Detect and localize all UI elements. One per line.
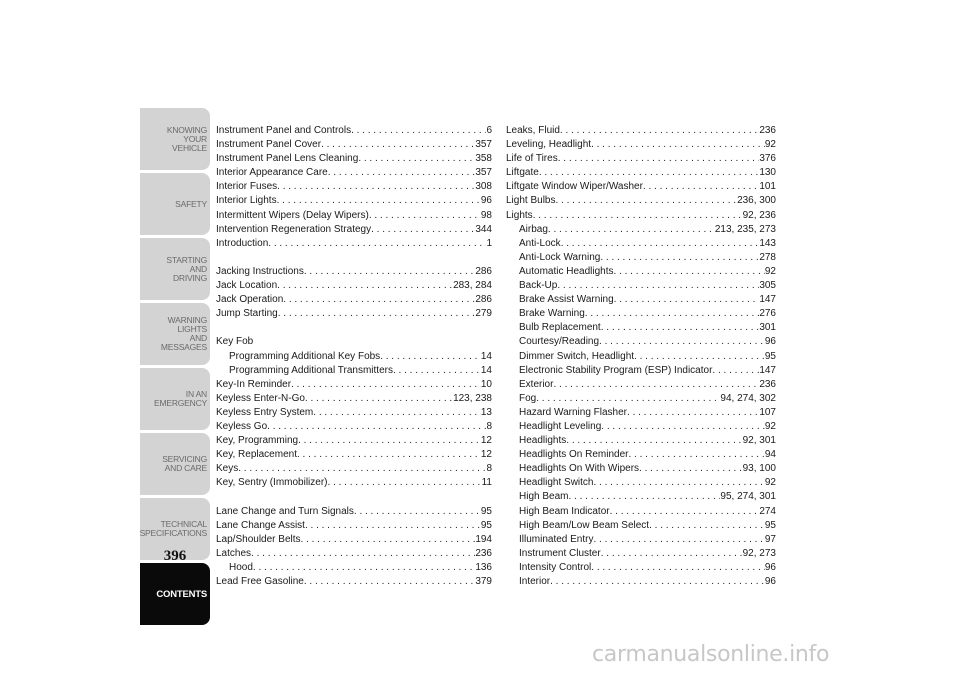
index-entry-text: Light Bulbs	[506, 195, 556, 207]
index-entry-text: Headlights On Reminder	[519, 449, 629, 461]
index-entry-page: 213, 235, 273	[714, 223, 776, 235]
sidebar-tab-1[interactable]	[140, 173, 210, 235]
index-entry-text: Instrument Cluster	[519, 547, 601, 559]
index-gap	[216, 251, 492, 265]
index-entry-page: 305	[759, 280, 776, 292]
index-entry-text: Keyless Entry System	[216, 406, 314, 418]
index-entry[interactable]	[216, 561, 492, 575]
index-entry-page: 95	[764, 519, 776, 531]
index-entry[interactable]	[216, 350, 492, 364]
leader-dots	[555, 194, 737, 208]
index-entry-page: 130	[759, 167, 776, 179]
leader-dots	[591, 561, 765, 575]
index-entry-page: 92	[764, 477, 776, 489]
index-entry-page: 95	[764, 350, 776, 362]
leader-dots	[268, 237, 486, 251]
index-entry-text: Back-Up	[519, 280, 558, 292]
leader-dots	[371, 223, 475, 237]
index-entry-page: 92	[764, 139, 776, 151]
leader-dots	[369, 209, 481, 223]
leader-dots	[643, 180, 759, 194]
index-entry[interactable]	[216, 533, 492, 547]
index-entry-text: High Beam/Low Beam Select	[519, 519, 650, 531]
index-column-right	[506, 124, 776, 589]
index-entry-text: Brake Assist Warning	[519, 294, 614, 306]
index-entry-text: Intervention Regeneration Strategy	[216, 223, 372, 235]
index-entry[interactable]	[216, 166, 492, 180]
index-entry[interactable]	[506, 533, 776, 547]
index-entry[interactable]	[506, 420, 776, 434]
leader-dots	[610, 505, 760, 519]
leader-dots	[313, 406, 481, 420]
index-gap	[216, 321, 492, 335]
index-entry-text: Lights	[506, 209, 533, 221]
leader-dots	[354, 505, 481, 519]
index-entry-text: Instrument Panel Cover	[216, 139, 322, 151]
leader-dots	[358, 152, 475, 166]
leader-dots	[600, 251, 759, 265]
index-entry-page: 236	[475, 547, 492, 559]
index-entry-text: Headlights On With Wipers	[519, 463, 640, 475]
index-entry-page: 194	[475, 533, 492, 545]
index-entry-text: Lead Free Gasoline	[216, 576, 304, 587]
index-entry-page: 92	[764, 420, 776, 432]
leader-dots	[536, 392, 720, 406]
sidebar-tab-label: IN AN EMERGENCY	[154, 389, 207, 408]
index-entry-text: Interior Lights	[216, 195, 277, 207]
index-entry[interactable]	[506, 378, 776, 392]
index-entry[interactable]	[216, 223, 492, 237]
index-entry[interactable]	[506, 406, 776, 420]
index-entry-text: Keyless Go	[216, 420, 268, 432]
leader-dots	[614, 265, 765, 279]
sidebar-tab-7[interactable]	[140, 563, 210, 625]
leader-dots	[601, 420, 765, 434]
index-entry[interactable]	[216, 575, 492, 589]
index-entry[interactable]	[216, 180, 492, 194]
index-entry-page: 6	[486, 125, 492, 136]
index-entry-text: Jacking Instructions	[216, 265, 304, 277]
index-entry[interactable]	[506, 392, 776, 406]
index-entry-text: Airbag	[519, 223, 548, 235]
leader-dots	[539, 166, 760, 180]
leader-dots	[251, 547, 475, 561]
index-entry-page: 136	[475, 561, 492, 573]
index-entry[interactable]	[216, 406, 492, 420]
leader-dots	[277, 180, 475, 194]
index-entry-page: 92, 301	[742, 435, 776, 447]
index-entry[interactable]	[216, 476, 492, 490]
index-entry-text: Key, Sentry (Immobilizer)	[216, 477, 328, 489]
index-entry-page: 147	[759, 294, 776, 306]
leader-dots	[629, 448, 765, 462]
index-entry-page: 236	[759, 125, 776, 136]
leader-dots	[548, 223, 715, 237]
sidebar-tab-label: SERVICING AND CARE	[162, 454, 207, 473]
index-entry-page: 274	[759, 505, 776, 517]
index-entry-page: 14	[480, 350, 492, 362]
page-number: 396	[163, 548, 187, 564]
index-entry-text: Bulb Replacement	[519, 322, 601, 334]
index-entry[interactable]	[506, 124, 776, 138]
leader-dots	[267, 420, 486, 434]
index-entry-text: Jack Location	[216, 280, 278, 292]
leader-dots	[560, 124, 759, 138]
index-entry-text: Liftgate	[506, 167, 539, 179]
index-entry-page: 286	[475, 265, 492, 277]
index-entry-page: 358	[475, 153, 492, 165]
index-entry-text: Key, Replacement	[216, 449, 297, 461]
index-entry-page: 286	[475, 294, 492, 306]
index-entry-text: Interior Fuses	[216, 181, 278, 193]
index-entry-text: Headlight Leveling	[519, 420, 602, 432]
index-entry-page: 95, 274, 301	[720, 491, 776, 503]
leader-dots	[553, 378, 759, 392]
leader-dots	[277, 194, 481, 208]
index-entry[interactable]	[506, 519, 776, 533]
leader-dots	[585, 307, 760, 321]
index-entry-page: 123, 238	[453, 392, 492, 404]
leader-dots	[614, 293, 760, 307]
index-entry-text: Interior	[519, 576, 551, 587]
index-entry-text: Jack Operation	[216, 294, 284, 306]
index-entry-page: 276	[759, 308, 776, 320]
watermark: carmanualsonline.info	[592, 642, 830, 667]
leader-dots	[561, 237, 760, 251]
leader-dots	[278, 307, 476, 321]
index-entry-page: 96	[480, 195, 492, 207]
sidebar-tab-label: STARTING AND DRIVING	[166, 254, 207, 283]
index-entry-text: Anti-Lock Warning	[519, 251, 601, 263]
index-entry-text: Brake Warning	[519, 308, 585, 320]
sidebar-tab-5[interactable]	[140, 433, 210, 495]
index-entry-page: 1	[486, 237, 492, 249]
sidebar-tab-label: SAFETY	[175, 198, 207, 209]
leader-dots	[649, 519, 765, 533]
index-entry-text: Programming Additional Transmitters	[229, 364, 393, 376]
index-entry[interactable]	[506, 575, 776, 589]
sidebar-tab-label: TECHNICAL SPECIFICATIONS	[139, 519, 207, 538]
index-entry-page: 92	[764, 265, 776, 277]
index-entry-page: 344	[475, 223, 492, 235]
leader-dots	[305, 392, 453, 406]
index-gap	[216, 490, 492, 504]
index-entry[interactable]	[506, 279, 776, 293]
index-entry-text: Headlights	[519, 435, 567, 447]
index-entry[interactable]	[506, 237, 776, 251]
index-entry[interactable]	[216, 519, 492, 533]
index-entry[interactable]	[506, 194, 776, 208]
index-entry[interactable]	[506, 350, 776, 364]
index-entry-page: 379	[475, 576, 492, 587]
index-entry[interactable]	[506, 209, 776, 223]
index-entry-text: Courtesy/Reading	[519, 336, 600, 348]
index-entry[interactable]	[506, 180, 776, 194]
index-entry[interactable]	[506, 138, 776, 152]
leader-dots	[627, 406, 759, 420]
index-entry-text: Dimmer Switch, Headlight	[519, 350, 635, 362]
index-entry[interactable]	[216, 420, 492, 434]
index-entry-page: 279	[475, 308, 492, 320]
index-entry-text: Key Fob	[216, 336, 254, 348]
sidebar-tab-label: WARNING LIGHTS AND MESSAGES	[160, 315, 207, 352]
index-entry-text: Fog	[519, 392, 537, 404]
leader-dots	[557, 279, 759, 293]
leader-dots	[712, 364, 759, 378]
leader-dots	[238, 462, 486, 476]
index-entry[interactable]	[216, 547, 492, 561]
index-entry[interactable]	[216, 462, 492, 476]
leader-dots	[568, 490, 720, 504]
index-entry-page: 357	[475, 139, 492, 151]
index-entry[interactable]	[506, 505, 776, 519]
index-entry-page: 14	[480, 364, 492, 376]
index-entry-page: 101	[759, 181, 776, 193]
index-entry[interactable]	[506, 561, 776, 575]
index-entry-page: 92, 273	[742, 547, 776, 559]
index-entry-page: 95	[480, 519, 492, 531]
index-entry[interactable]	[506, 462, 776, 476]
index-entry-text: Life of Tires	[506, 153, 558, 165]
index-entry-text: Hood	[229, 561, 253, 573]
index-entry-text: Lane Change Assist	[216, 519, 305, 531]
index-entry-page: 96	[764, 336, 776, 348]
index-entry[interactable]	[506, 490, 776, 504]
index-entry-page: 97	[764, 533, 776, 545]
index-entry[interactable]	[216, 378, 492, 392]
index-entry-page: 283, 284	[453, 280, 492, 292]
index-entry[interactable]	[506, 434, 776, 448]
index-entry-text: Anti-Lock	[519, 237, 561, 249]
leader-dots	[297, 448, 481, 462]
index-entry-page: 93, 100	[742, 463, 776, 475]
index-entry[interactable]	[216, 307, 492, 321]
index-entry-text: Keyless Enter-N-Go	[216, 392, 305, 404]
index-entry-page: 92, 236	[742, 209, 776, 221]
index-entry-page: 98	[480, 209, 492, 221]
index-entry-text: Latches	[216, 547, 252, 559]
leader-dots	[380, 350, 481, 364]
index-entry-page: 236, 300	[737, 195, 776, 207]
leader-dots	[305, 519, 481, 533]
sidebar-tab-label: CONTENTS	[156, 588, 207, 600]
sidebar-tab-0[interactable]	[140, 108, 210, 170]
sidebar-tab-4[interactable]	[140, 368, 210, 430]
index-entry-page: 12	[480, 449, 492, 461]
leader-dots	[593, 533, 764, 547]
leader-dots	[304, 265, 475, 279]
index-entry[interactable]	[506, 152, 776, 166]
index-entry[interactable]	[506, 293, 776, 307]
index-entry-text: Electronic Stability Program (ESP) Indicator	[519, 364, 713, 376]
sidebar-tab-3[interactable]	[140, 303, 210, 365]
index-entry-page: 376	[759, 153, 776, 165]
index-entry-text: Intermittent Wipers (Delay Wipers)	[216, 209, 369, 221]
index-entry-text: Leaks, Fluid	[506, 125, 560, 136]
index-entry-page: 143	[759, 237, 776, 249]
leader-dots	[591, 138, 765, 152]
index-entry-text: Headlight Switch	[519, 477, 594, 489]
index-entry-page: 236	[759, 378, 776, 390]
index-entry-page: 95	[480, 505, 492, 517]
index-entry-page: 10	[480, 378, 492, 390]
leader-dots	[277, 279, 453, 293]
index-entry-page: 96	[764, 561, 776, 573]
sidebar-tab-label: KNOWING YOUR VEHICLE	[166, 124, 207, 153]
index-entry-page: 8	[486, 463, 492, 475]
index-entry[interactable]	[216, 152, 492, 166]
index-entry-page: 278	[759, 251, 776, 263]
leader-dots	[601, 321, 760, 335]
index-entry-text: Leveling, Headlight	[506, 139, 592, 151]
index-entry-text: High Beam Indicator	[519, 505, 610, 517]
index-entry[interactable]	[506, 321, 776, 335]
index-entry[interactable]	[506, 265, 776, 279]
index-entry[interactable]	[506, 223, 776, 237]
leader-dots	[639, 462, 743, 476]
leader-dots	[550, 575, 765, 589]
index-entry-text: Hazard Warning Flasher	[519, 406, 628, 418]
index-entry-text: Illuminated Entry	[519, 533, 594, 545]
index-entry[interactable]	[216, 209, 492, 223]
index-entry[interactable]	[216, 364, 492, 378]
index-entry-page: 107	[759, 406, 776, 418]
index-entry-text: Key-In Reminder	[216, 378, 292, 390]
leader-dots	[328, 476, 482, 490]
index-entry-page: 301	[759, 322, 776, 334]
leader-dots	[601, 547, 743, 561]
index-entry-page: 13	[480, 406, 492, 418]
index-entry-text: High Beam	[519, 491, 569, 503]
leader-dots	[301, 533, 476, 547]
index-entry[interactable]	[216, 138, 492, 152]
index-entry-text: Interior Appearance Care	[216, 167, 328, 179]
index-entry-text: Programming Additional Key Fobs	[229, 350, 381, 362]
sidebar-tab-2[interactable]	[140, 238, 210, 300]
leader-dots	[558, 152, 760, 166]
index-entry-text: Lap/Shoulder Belts	[216, 533, 301, 545]
leader-dots	[321, 138, 475, 152]
leader-dots	[566, 434, 742, 448]
index-entry[interactable]	[506, 547, 776, 561]
index-entry[interactable]	[506, 335, 776, 349]
index-entry[interactable]	[216, 279, 492, 293]
index-entry-text: Introduction	[216, 237, 269, 249]
index-entry[interactable]	[506, 166, 776, 180]
index-entry-page: 94	[764, 449, 776, 461]
index-entry-page: 357	[475, 167, 492, 179]
index-entry-page: 94, 274, 302	[720, 392, 776, 404]
index-entry-text: Key, Programming	[216, 435, 299, 447]
index-entry-text: Keys	[216, 463, 239, 475]
index-entry[interactable]	[216, 293, 492, 307]
index-entry-page: 147	[759, 364, 776, 376]
index-entry-text: Liftgate Window Wiper/Washer	[506, 181, 643, 193]
index-entry-text: Exterior	[519, 378, 554, 390]
index-entry[interactable]	[506, 251, 776, 265]
index-entry[interactable]	[506, 307, 776, 321]
index-entry[interactable]	[216, 335, 492, 349]
index-entry[interactable]	[216, 265, 492, 279]
index-entry[interactable]	[506, 364, 776, 378]
index-entry-page: 12	[480, 435, 492, 447]
index-entry-text: Instrument Panel and Controls	[216, 125, 352, 136]
index-entry[interactable]	[506, 476, 776, 490]
leader-dots	[283, 293, 475, 307]
index-entry-page: 8	[486, 420, 492, 432]
leader-dots	[298, 434, 481, 448]
leader-dots	[634, 350, 765, 364]
index-entry[interactable]	[216, 505, 492, 519]
leader-dots	[533, 209, 743, 223]
leader-dots	[328, 166, 476, 180]
leader-dots	[253, 561, 475, 575]
leader-dots	[351, 124, 486, 138]
index-entry-page: 308	[475, 181, 492, 193]
index-entry[interactable]	[216, 194, 492, 208]
leader-dots	[599, 335, 765, 349]
index-entry-text: Instrument Panel Lens Cleaning	[216, 153, 359, 165]
index-column-left	[216, 124, 492, 589]
index-entry[interactable]	[216, 392, 492, 406]
leader-dots	[593, 476, 764, 490]
index-entry-page: 96	[764, 576, 776, 587]
leader-dots	[291, 378, 481, 392]
index-entry[interactable]	[506, 448, 776, 462]
index-entry-text: Lane Change and Turn Signals	[216, 505, 354, 517]
index-entry[interactable]	[216, 237, 492, 251]
index-entry[interactable]	[216, 124, 492, 138]
leader-dots	[304, 575, 475, 589]
index-entry-text: Jump Starting	[216, 308, 278, 320]
index-entry[interactable]	[216, 448, 492, 462]
index-entry-text: Automatic Headlights	[519, 265, 614, 277]
index-entry[interactable]	[216, 434, 492, 448]
leader-dots	[393, 364, 481, 378]
index-entry-text: Intensity Control	[519, 561, 592, 573]
index-entry-page: 11	[481, 477, 492, 489]
